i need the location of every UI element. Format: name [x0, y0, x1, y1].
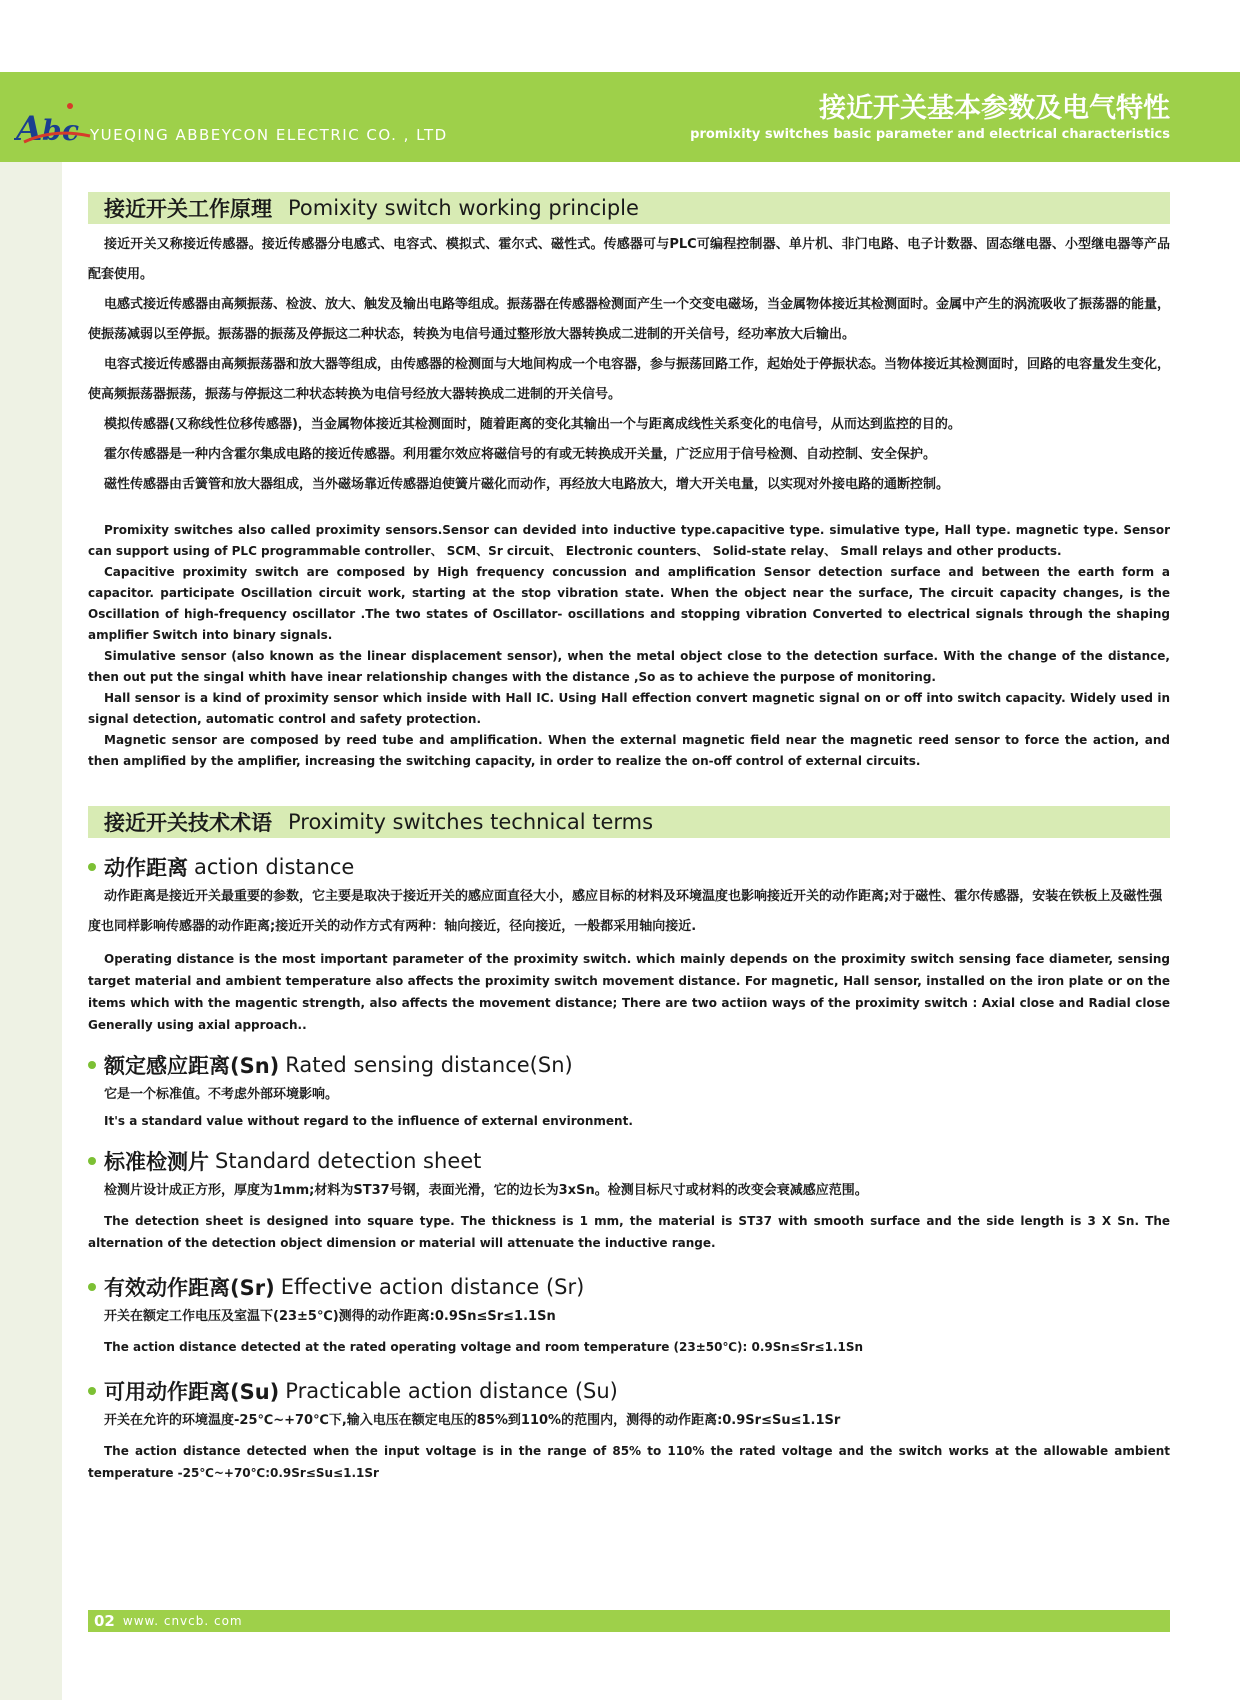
term-cn-text: 开关在额定工作电压及室温下(23±5℃)测得的动作距离:0.9Sn≤Sr≤1.1Sn: [104, 1309, 556, 1324]
cn-paragraph: 模拟传感器(又称线性位移传感器)，当金属物体接近其检测面时，随着距离的变化其输出一个与距离成线性关系变化的电信号，从而达到监控的目的。: [104, 417, 961, 432]
term-en-text: Operating distance is the most important parameter of the proximity switch. which mainly depends on the proximity switch sensing face diameter, sensing target material and ambient temperature also affects the proximity switch movement distance. For magnetic, Hall sensor, installed on the iron plate or on the items which with the magentic strength, also affects the movement distance; There are two actiion ways of the proximity switch : Axial close and Radial close Generally using axial approach..: [88, 952, 1170, 1032]
term-cn-text: 开关在允许的环境温度-25℃~+70℃下,输入电压在额定电压的85%到110%的范围内，测得的动作距离:0.9Sr≤Su≤1.1Sr: [104, 1413, 841, 1428]
term-heading: [88, 1272, 1170, 1302]
term-heading-cn: 可用动作距离(Su): [104, 1380, 280, 1404]
cn-paragraph: 磁性传感器由舌簧管和放大器组成，当外磁场靠近传感器迫使簧片磁化而动作，再经放大电路放大，增大开关电量，以实现对外接电路的通断控制。: [104, 477, 950, 492]
cn-paragraph: 电感式接近传感器由高频振荡、检波、放大、触发及输出电路等组成。振荡器在传感器检测面产生一个交变电磁场，当金属物体接近其检测面时。金属中产生的涡流吸收了振荡器的能量，使振荡减弱以至停振。振荡器的振荡及停振这二种状态，转换为电信号通过整形放大器转换成二进制的开关信号，经功率放大后输出。: [88, 297, 1171, 342]
term-en-text: The detection sheet is designed into square type. The thickness is 1 mm, the material is ST37 with smooth surface and the side length is 3 X Sn. The alternation of the detection object dimension or material will attenuate the inductive range.: [88, 1214, 1170, 1250]
term-heading-en: Rated sensing distance(Sn): [285, 1053, 573, 1077]
term-cn-text: 检测片设计成正方形，厚度为1mm;材料为ST37号钢，表面光滑，它的边长为3xSn。检测目标尺寸或材料的改变会衰减感应范围。: [104, 1183, 868, 1198]
svg-text:c: c: [62, 114, 80, 147]
cn-principle-text: [88, 230, 1170, 500]
main-content: [88, 192, 1170, 1484]
bullet-dot-icon: [88, 1157, 96, 1165]
bullet-dot-icon: [88, 1283, 96, 1291]
term-heading: [88, 1146, 1170, 1176]
en-paragraph: Hall sensor is a kind of proximity sensor which inside with Hall IC. Using Hall effection convert magnetic signal on or off into switch capacity. Widely used in signal detection, automatic control and safety protection.: [88, 691, 1170, 726]
left-margin-strip: [0, 160, 62, 1700]
section-title-cn: 接近开关工作原理: [104, 197, 272, 221]
term-heading: [88, 852, 1170, 882]
en-paragraph: Magnetic sensor are composed by reed tube and amplification. When the external magnetic field near the magnetic reed sensor to force the action, and then amplified by the amplifier, increasing the switching capacity, in order to realize the on-off control of external circuits.: [88, 733, 1170, 768]
bullet-dot-icon: [88, 863, 96, 871]
header-title-en: promixity switches basic parameter and electrical characteristics: [690, 127, 1170, 142]
cn-paragraph: 电容式接近传感器由高频振荡器和放大器等组成，由传感器的检测面与大地间构成一个电容器，参与振荡回路工作，起始处于停振状态。当物体接近其检测面时，回路的电容量发生变化，使高频振荡器振荡，振荡与停振这二种状态转换为电信号经放大器转换成二进制的开关信号。: [88, 357, 1171, 402]
section-title-en: Pomixity switch working principle: [288, 196, 639, 220]
section-technical-terms-title: [88, 806, 1170, 838]
term-heading: [88, 1050, 1170, 1080]
cn-paragraph: 霍尔传感器是一种内含霍尔集成电路的接近传感器。利用霍尔效应将磁信号的有或无转换成开关量，广泛应用于信号检测、自动控制、安全保护。: [104, 447, 937, 462]
section-title-en: Proximity switches technical terms: [288, 810, 654, 834]
term-heading-en: action distance: [194, 855, 355, 879]
footer-url: www. cnvcb. com: [122, 1614, 243, 1628]
section-working-principle-title: [88, 192, 1170, 224]
term-effective-action-distance: [88, 1272, 1170, 1358]
term-cn-text: 动作距离是接近开关最重要的参数，它主要是取决于接近开关的感应面直径大小，感应目标的材料及环境温度也影响接近开关的动作距离;对于磁性、霍尔传感器，安装在铁板上及磁性强度也同样影响传感器的动作距离;接近开关的动作方式有两种：轴向接近，径向接近，一般都采用轴向接近.: [88, 889, 1163, 934]
en-paragraph: Capacitive proximity switch are composed by High frequency concussion and amplification Sensor detection surface and between the earth form a capacitor. participate Oscillation circuit work, starting at the stop vibration state. When the object near the surface, The circuit capacity changes, is the Oscillation of high-frequency oscillator .The two states of Oscillator- oscillations and stopping vibration Converted to electrical signals through the shaping amplifier Switch into binary signals.: [88, 565, 1170, 642]
term-standard-detection-sheet: [88, 1146, 1170, 1254]
en-principle-text: [88, 520, 1170, 772]
term-heading: [88, 1376, 1170, 1406]
bullet-dot-icon: [88, 1061, 96, 1069]
term-heading-cn: 动作距离: [104, 856, 188, 880]
term-en-text: The action distance detected when the input voltage is in the range of 85% to 110% the rated voltage and the switch works at the allowable ambient temperature -25℃~+70℃:0.9Sr≤Su≤1.1Sr: [88, 1444, 1170, 1480]
term-heading-en: Effective action distance (Sr): [280, 1275, 585, 1299]
section-title-cn: 接近开关技术术语: [104, 811, 272, 835]
term-heading-cn: 有效动作距离(Sr): [104, 1276, 275, 1300]
company-name: YUEQING ABBEYCON ELECTRIC CO. , LTD: [90, 126, 448, 144]
company-logo: [14, 82, 94, 152]
term-practicable-action-distance: [88, 1376, 1170, 1484]
svg-text:b: b: [42, 114, 62, 147]
en-paragraph: Simulative sensor (also known as the linear displacement sensor), when the metal object close to the detection surface. With the change of the distance, then out put the singal whith have inear relationship changes with the distance ,So as to achieve the purpose of monitoring.: [88, 649, 1170, 684]
page-footer: [88, 1610, 1170, 1632]
page-header: [0, 72, 1240, 162]
term-heading-en: Practicable action distance (Su): [285, 1379, 618, 1403]
bullet-dot-icon: [88, 1387, 96, 1395]
svg-text:A: A: [16, 109, 43, 149]
term-action-distance: [88, 852, 1170, 1036]
cn-paragraph: 接近开关又称接近传感器。接近传感器分电感式、电容式、模拟式、霍尔式、磁性式。传感器可与PLC可编程控制器、单片机、非门电路、电子计数器、固态继电器、小型继电器等产品配套使用。: [88, 237, 1170, 282]
header-title-cn: 接近开关基本参数及电气特性: [819, 93, 1170, 124]
page-number: 02: [94, 1612, 115, 1630]
en-paragraph: Promixity switches also called proximity sensors.Sensor can devided into inductive type.capacitive type. simulative type, Hall type. magnetic type. Sensor can support using of PLC programmable controller、 SCM、Sr circuit、 Electronic counters、 Solid-state relay、 Small relays and other products.: [88, 523, 1170, 558]
term-en-text: It's a standard value without regard to the influence of external environment.: [104, 1114, 633, 1128]
term-heading-cn: 额定感应距离(Sn): [104, 1054, 280, 1078]
term-rated-sensing-distance: [88, 1050, 1170, 1132]
term-heading-en: Standard detection sheet: [215, 1149, 482, 1173]
term-cn-text: 它是一个标准值。不考虑外部环境影响。: [104, 1087, 339, 1102]
term-heading-cn: 标准检测片: [104, 1150, 209, 1174]
term-en-text: The action distance detected at the rated operating voltage and room temperature (23±50℃): 0.9Sn≤Sr≤1.1Sn: [104, 1340, 864, 1354]
